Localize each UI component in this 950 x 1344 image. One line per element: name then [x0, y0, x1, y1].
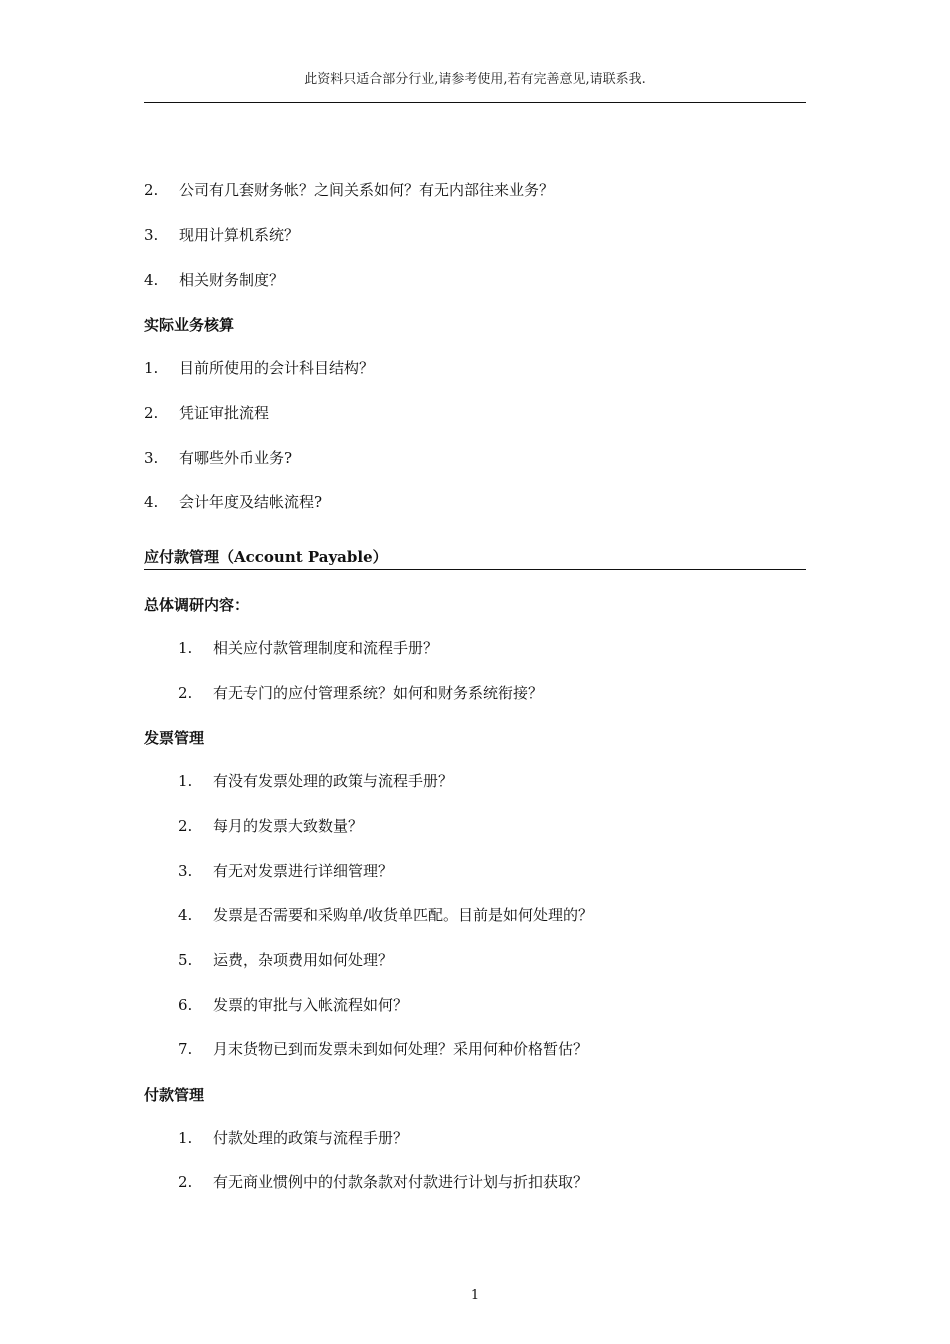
- page-header: 此资料只适合部分行业,请参考使用,若有完善意见,请联系我.: [304, 72, 646, 87]
- list-text: 发票的审批与入帐流程如何？: [213, 996, 409, 1014]
- list-item: [144, 225, 299, 245]
- list-number: 4.: [178, 906, 193, 924]
- list-item: [178, 638, 438, 658]
- list-text: 目前所使用的会计科目结构？: [179, 359, 375, 377]
- list-text: 有哪些外币业务?: [179, 449, 293, 467]
- list-item: [178, 995, 408, 1015]
- subheading-overall: 总体调研内容：: [144, 596, 250, 614]
- list-number: 1.: [178, 1129, 193, 1147]
- list-text: 有无商业惯例中的付款条款对付款进行计划与折扣获取？: [213, 1173, 589, 1191]
- list-number: 2.: [178, 1173, 193, 1191]
- list-item: [178, 683, 543, 703]
- list-text: 每月的发票大致数量？: [213, 817, 364, 835]
- section-rule: [144, 569, 806, 570]
- list-item: [178, 816, 363, 836]
- list-item: [144, 270, 284, 290]
- list-item: [144, 492, 322, 512]
- list-text: 付款处理的政策与流程手册？: [213, 1129, 409, 1147]
- list-item: [178, 861, 393, 881]
- list-number: 1.: [144, 359, 159, 377]
- list-number: 2.: [144, 181, 159, 199]
- list-number: 7.: [178, 1040, 193, 1058]
- list-text: 有无专门的应付管理系统？如何和财务系统衔接？: [213, 684, 544, 702]
- subheading-payment: 付款管理: [144, 1086, 205, 1104]
- list-text: 有无对发票进行详细管理？: [213, 862, 394, 880]
- list-text: 有没有发票处理的政策与流程手册？: [213, 772, 454, 790]
- list-number: 3.: [178, 862, 193, 880]
- list-item: [178, 905, 593, 925]
- list-item: [144, 403, 269, 423]
- section-heading-ap: 应付款管理（Account Payable）: [144, 548, 388, 566]
- list-number: 2.: [178, 684, 193, 702]
- list-number: 6.: [178, 996, 193, 1014]
- list-number: 2.: [178, 817, 193, 835]
- subheading-invoice: 发票管理: [144, 729, 205, 747]
- page-number: 1: [470, 1288, 480, 1303]
- section-heading-actual: 实际业务核算: [144, 316, 235, 334]
- list-number: 1.: [178, 639, 193, 657]
- list-text: 现用计算机系统？: [179, 226, 300, 244]
- list-item: [178, 1172, 588, 1192]
- list-item: [144, 180, 554, 200]
- list-number: 4.: [144, 493, 159, 511]
- list-number: 1.: [178, 772, 193, 790]
- list-text: 相关应付款管理制度和流程手册？: [213, 639, 439, 657]
- list-number: 2.: [144, 404, 159, 422]
- list-item: [144, 358, 374, 378]
- list-text: 月末货物已到而发票未到如何处理？采用何种价格暂估？: [213, 1040, 589, 1058]
- list-item: [178, 1039, 588, 1059]
- list-text: 凭证审批流程: [179, 404, 270, 422]
- list-item: [178, 1128, 408, 1148]
- list-text: 公司有几套财务帐？之间关系如何？有无内部往来业务？: [179, 181, 555, 199]
- list-number: 3.: [144, 449, 159, 467]
- list-text: 相关财务制度？: [179, 271, 285, 289]
- list-text: 会计年度及结帐流程?: [179, 493, 323, 511]
- list-item: [178, 950, 393, 970]
- header-rule: [144, 102, 806, 103]
- list-number: 4.: [144, 271, 159, 289]
- list-text: 运费，杂项费用如何处理？: [213, 951, 394, 969]
- list-number: 3.: [144, 226, 159, 244]
- list-item: [144, 448, 292, 468]
- list-item: [178, 771, 453, 791]
- list-text: 发票是否需要和采购单/收货单匹配。目前是如何处理的？: [213, 906, 594, 924]
- list-number: 5.: [178, 951, 193, 969]
